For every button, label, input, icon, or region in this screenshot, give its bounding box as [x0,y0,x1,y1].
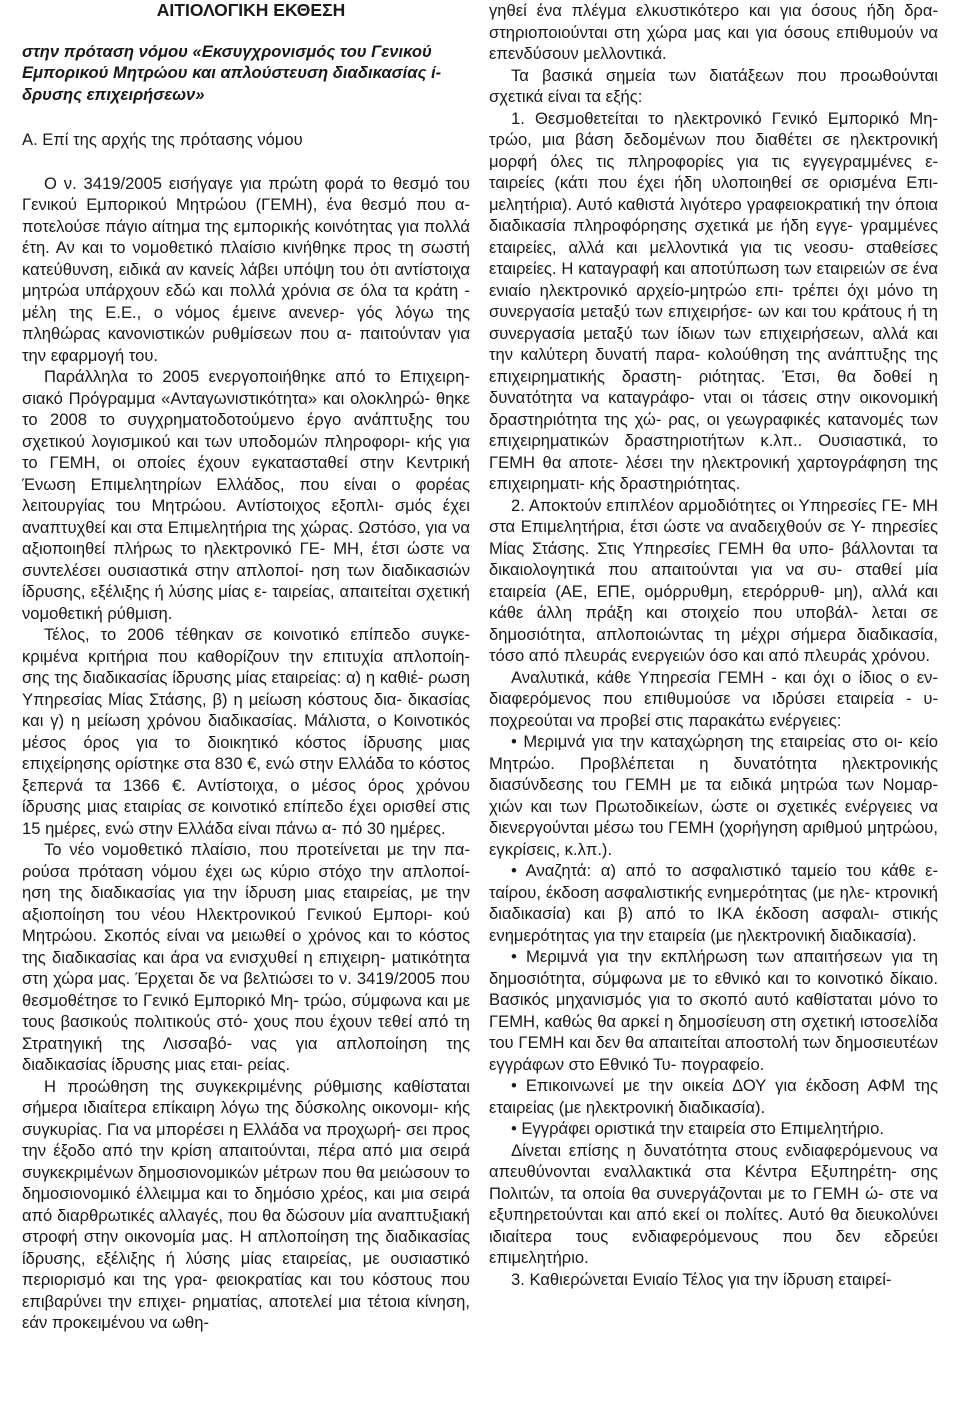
bullet-item: • Μεριμνά για την εκπλήρωση των απαιτήσεων για τη δημοσιότητα, σύμφωνα με το εθνικό και το κοινοτικό δίκαιο. Βασικός μηχανισμός για το σκοπό αυτό καθίσταται μόνο το ΓΕΜΗ, καθώς θα αρκεί η δημοσίευση στη σχετική ιστοσελίδα του ΓΕΜΗ και δεν θα απαιτείται αποστολή των δημοσιευτέων εγγράφων στο Εθνικό Τυ- πογραφείο. [489,947,938,1074]
right-column [489,0,938,1290]
paragraph: Τα βασικά σημεία των διατάξεων που προωθούνται σχετικά είναι τα εξής: [489,65,938,106]
paragraph: Το νέο νομοθετικό πλαίσιο, που προτείνεται με την πα- ρούσα πρόταση νόμου έχει ως κύριο στόχο την απλοποί- ηση της διαδικασίας για την ίδρυση μιας εταιρείας, με την αξιοποίηση του νέου Ηλεκτρονικού Γενικού Εμπορι- κού Μητρώου. Σκοπός είναι να μειωθεί ο χρόνος και το κόστος της διαδικασίας και άρα να ενισχυθεί η επιχειρη- ματικότητα στη χώρα μας. Έρχεται δε να βελτιώσει το ν. 3419/2005 που θεσμοθέτησε το Γενικό Εμπορικό Μη- τρώο, σύμφωνα και με τους βασικούς πολιτικούς στό- χους που έχουν τεθεί από τη Στρατηγική της Λισσαβό- νας για απλοποίηση της διαδικασίας ίδρυσης μιας εται- ρείας. [22,840,470,1074]
document-title: ΑΙΤΙΟΛΟΓΙΚΗ ΕΚΘΕΣΗ [156,0,346,20]
section-heading: Α. Επί της αρχής της πρότασης νόμου [22,130,303,149]
left-column [22,0,470,1334]
paragraph: Η προώθηση της συγκεκριμένης ρύθμισης καθίσταται σήμερα ιδιαίτερα επίκαιρη λόγω της δύσκολης οικονομι- κής συγκυρίας. Για να μπορέσει η Ελλάδα να προχωρή- σει προς την έξοδο από την κρίση απαιτούνται, πέρα από μια σειρά συγκεκριμένων δημοσιονομικών μέτρων που θα μειώσουν το δημοσιονομικό έλλειμμα και το δημόσιο χρέος, και μια σειρά από διαρθρωτικές αλλαγές, που θα δώσουν μία αναπτυξιακή στροφή στην οικονομία μας. Η απλοποίηση της διαδικασίας ίδρυσης, εξέλιξης ή λύσης μίας εταιρείας, με ουσιαστικό περιορισμό και της γρα- φειοκρατίας και του κόστους που επιβαρύνει την επιχει- ρηματίας, αποτελεί μια τέτοια κίνηση, εάν προκειμένου να ωθη- [22,1076,470,1332]
paragraph: 3. Καθιερώνεται Ενιαίο Τέλος για την ίδρυση εταιρεί- [511,1269,892,1289]
bullet-item: • Εγγράφει οριστικά την εταιρεία στο Επιμελητήριο. [511,1119,884,1138]
paragraph: Αναλυτικά, κάθε Υπηρεσία ΓΕΜΗ - και όχι ο ίδιος ο εν- διαφερόμενος που επιθυμούσε να ιδρύσει εταιρεία - υ- ποχρεούται να προβεί στις παρακάτω ενέργειες: [489,667,938,730]
bullet-item: • Επικοινωνεί με την οικεία ΔΟΥ για έκδοση ΑΦΜ της εταιρείας (με ηλεκτρονική διαδικασία). [489,1076,938,1117]
paragraph: Τέλος, το 2006 τέθηκαν σε κοινοτικό επίπεδο συγκε- κριμένα κριτήρια που καθορίζουν την επιτυχία απλοποίη- σης της διαδικασίας ίδρυσης μίας εταιρείας: α) η καθιέ- ρωση Υπηρεσίας Μίας Στάσης, β) η μείωση κόστους δια- δικασίας και γ) η μείωση χρόνου διαδικασίας. Μάλιστα, ο Κοινοτικός μέσος όρος για το διοικητικό κόστος ίδρυσης μιας επιχείρησης ορίστηκε στα 830 €, ενώ στην Ελλάδα το κόστος ξεπερνά τα 1366 €. Αντίστοιχα, ο μέσος όρος χρόνου ίδρυσης μιας εταιρίας σε κοινοτικό επίπεδο έχει ορισθεί στις 15 ημέρες, ενώ στην Ελλάδα είναι πάνω α- πό 30 ημέρες. [22,625,470,838]
bullet-item: • Μεριμνά για την καταχώρηση της εταιρείας στο οι- κείο Μητρώο. Προβλέπεται η δυνατότητα ηλεκτρονικής διασύνδεσης του ΓΕΜΗ με τα ειδικά μητρώα των Νομαρ- χιών και των Πρωτοδικείων, ώστε οι σχετικές ενέργειες να διενεργούνται μέσω του ΓΕΜΗ (χορήγηση αριθμού μητρώου, εγκρίσεις, κ.λπ.). [489,732,938,859]
document-subtitle: στην πρόταση νόμου «Εκσυγχρονισμός του Γενικού Εμπορικού Μητρώου και απλούστευση διαδικασίας ί- δρυσης επιχειρήσεων» [22,41,442,104]
paragraph: 1. Θεσμοθετείται το ηλεκτρονικό Γενικό Εμπορικό Μη- τρώο, μια βάση δεδομένων που διαθέτει σε ηλεκτρονική μορφή όλες τις πληροφορίες για τις εγγεγραμμένες ε- ταιρείες (κάτι που έχει ήδη υλοποιηθεί σε ορισμένα Επι- μελητήρια). Αυτό καθιστά λιγότερο γραφειοκρατική την όποια διαδικασία πληροφόρησης σχετικά με ήδη εγγε- γραμμένες εταιρείες, αλλά και μελλοντικά για τις νεοσυ- σταθείσες εταιρείες. Η καταγραφή και αποτύπωση των εταιρειών σε ένα ενιαίο ηλεκτρονικό αρχείο-μητρώο επι- τρέπει όχι μόνο τη συνεργασία μεταξύ των επιχειρήσε- ων και του κράτους ή τη συνεργασία μεταξύ των ίδιων των επιχειρήσεων, αλλά και την καλύτερη δυνατή παρα- κολούθηση της ανάπτυξης της επιχειρηματικής δραστη- ριότητας. Έτσι, θα δοθεί η δυνατότητα να καταγράφο- νται οι τάσεις στην οικονομική δραστηριότητα της χώ- ρας, οι γεωγραφικές κατανομές των επιχειρηματικών δραστηριοτήτων κ.λπ.. Ουσιαστικά, το ΓΕΜΗ θα αποτε- λέσει την ηλεκτρονική χαρτογράφηση της επιχειρηματι- κής δραστηριότητας. [489,108,938,493]
paragraph: Ο ν. 3419/2005 εισήγαγε για πρώτη φορά το θεσμό του Γενικού Εμπορικού Μητρώου (ΓΕΜΗ), ένα θεσμό που α- ποτελούσε πάγιο αίτημα της εμπορικής κοινότητας για πολλά έτη. Αν και το νομοθετικό πλαίσιο κινήθηκε προς τη σωστή κατεύθυνση, ειδικά αν κανείς λάβει υπόψη του ότι αντίστοιχα μητρώα υπάρχουν εδώ και πολλά χρόνια σε όλα τα κράτη - μέλη της Ε.Ε., ο νόμος έμεινε ανενερ- γός λόγω της πληθώρας κανονιστικών ρυθμίσεων που α- παιτούνταν για την εφαρμογή του. [22,173,470,365]
paragraph: Παράλληλα το 2005 ενεργοποιήθηκε από το Επιχειρη- σιακό Πρόγραμμα «Ανταγωνιστικότητα» και ολοκληρώ- θηκε το 2008 το συγχρηματοδοτούμενο έργο ανάπτυξης του σχετικού λογισμικού και των υποδομών πληροφορι- κής για το ΓΕΜΗ, οι οποίες έχουν εγκατασταθεί στην Κεντρική Ένωση Επιμελητηρίων Ελλάδος, που είναι ο φορέας λειτουργίας του Μητρώου. Αντίστοιχος εξοπλι- σμός έχει αναπτυχθεί και στα Επιμελητήρια της χώρας. Ωστόσο, για να αξιοποιηθεί πλήρως το ηλεκτρονικό ΓΕ- ΜΗ, έτσι ώστε να συντελέσει ουσιαστικά στην απλοποί- ηση των διαδικασιών ίδρυσης, εξέλιξης ή λύσης μίας ε- ταιρείας, απαιτείται σχετική νομοθετική ρύθμιση. [22,367,470,623]
paragraph: γηθεί ένα πλέγμα ελκυστικότερο και για όσους ήδη δρα- στηριοποιούνται στη χώρα μας και για όσους επιθυμούν να επενδύσουν μελλοντικά. [489,1,938,63]
bullet-item: • Αναζητά: α) από το ασφαλιστικό ταμείο του κάθε ε- ταίρου, έκδοση ασφαλιστικής ενημερότητας (με ηλε- κτρονική διαδικασία) και β) από το ΙΚΑ έκδοση ασφαλι- στικής ενημερότητας για την εταιρεία (με ηλεκτρονική διαδικασία). [489,861,938,945]
paragraph: 2. Αποκτούν επιπλέον αρμοδιότητες οι Υπηρεσίες ΓΕ- ΜΗ στα Επιμελητήρια, έτσι ώστε να αναδειχθούν σε Υ- πηρεσίες Μίας Στάσης. Στις Υπηρεσίες ΓΕΜΗ θα υπο- βάλλονται τα δικαιολογητικά που απαιτούνται για να συ- σταθεί μία εταιρεία (ΑΕ, ΕΠΕ, ομόρρυθμη, ετερόρρυθ- μη), αλλά και κάθε άλλη πράξη και στοιχείο που υποβάλ- λεται σε δημοσιότητα, απλοποιώντας τη μέχρι σήμερα διαδικασία, τόσο από πλευράς ενεργειών όσο και από πλευράς χρόνου. [489,495,938,665]
paragraph: Δίνεται επίσης η δυνατότητα στους ενδιαφερόμενους να απευθύνονται εναλλακτικά στα Κέντρα Εξυπηρέτη- σης Πολιτών, τα οποία θα συνεργάζονται με το ΓΕΜΗ ώ- στε να εξυπηρετούνται και από εκεί οι πολίτες. Αυτό θα διευκολύνει ιδιαίτερα τους ενδιαφερόμενους που δεν εδρεύει επιμελητήριο. [489,1140,938,1267]
